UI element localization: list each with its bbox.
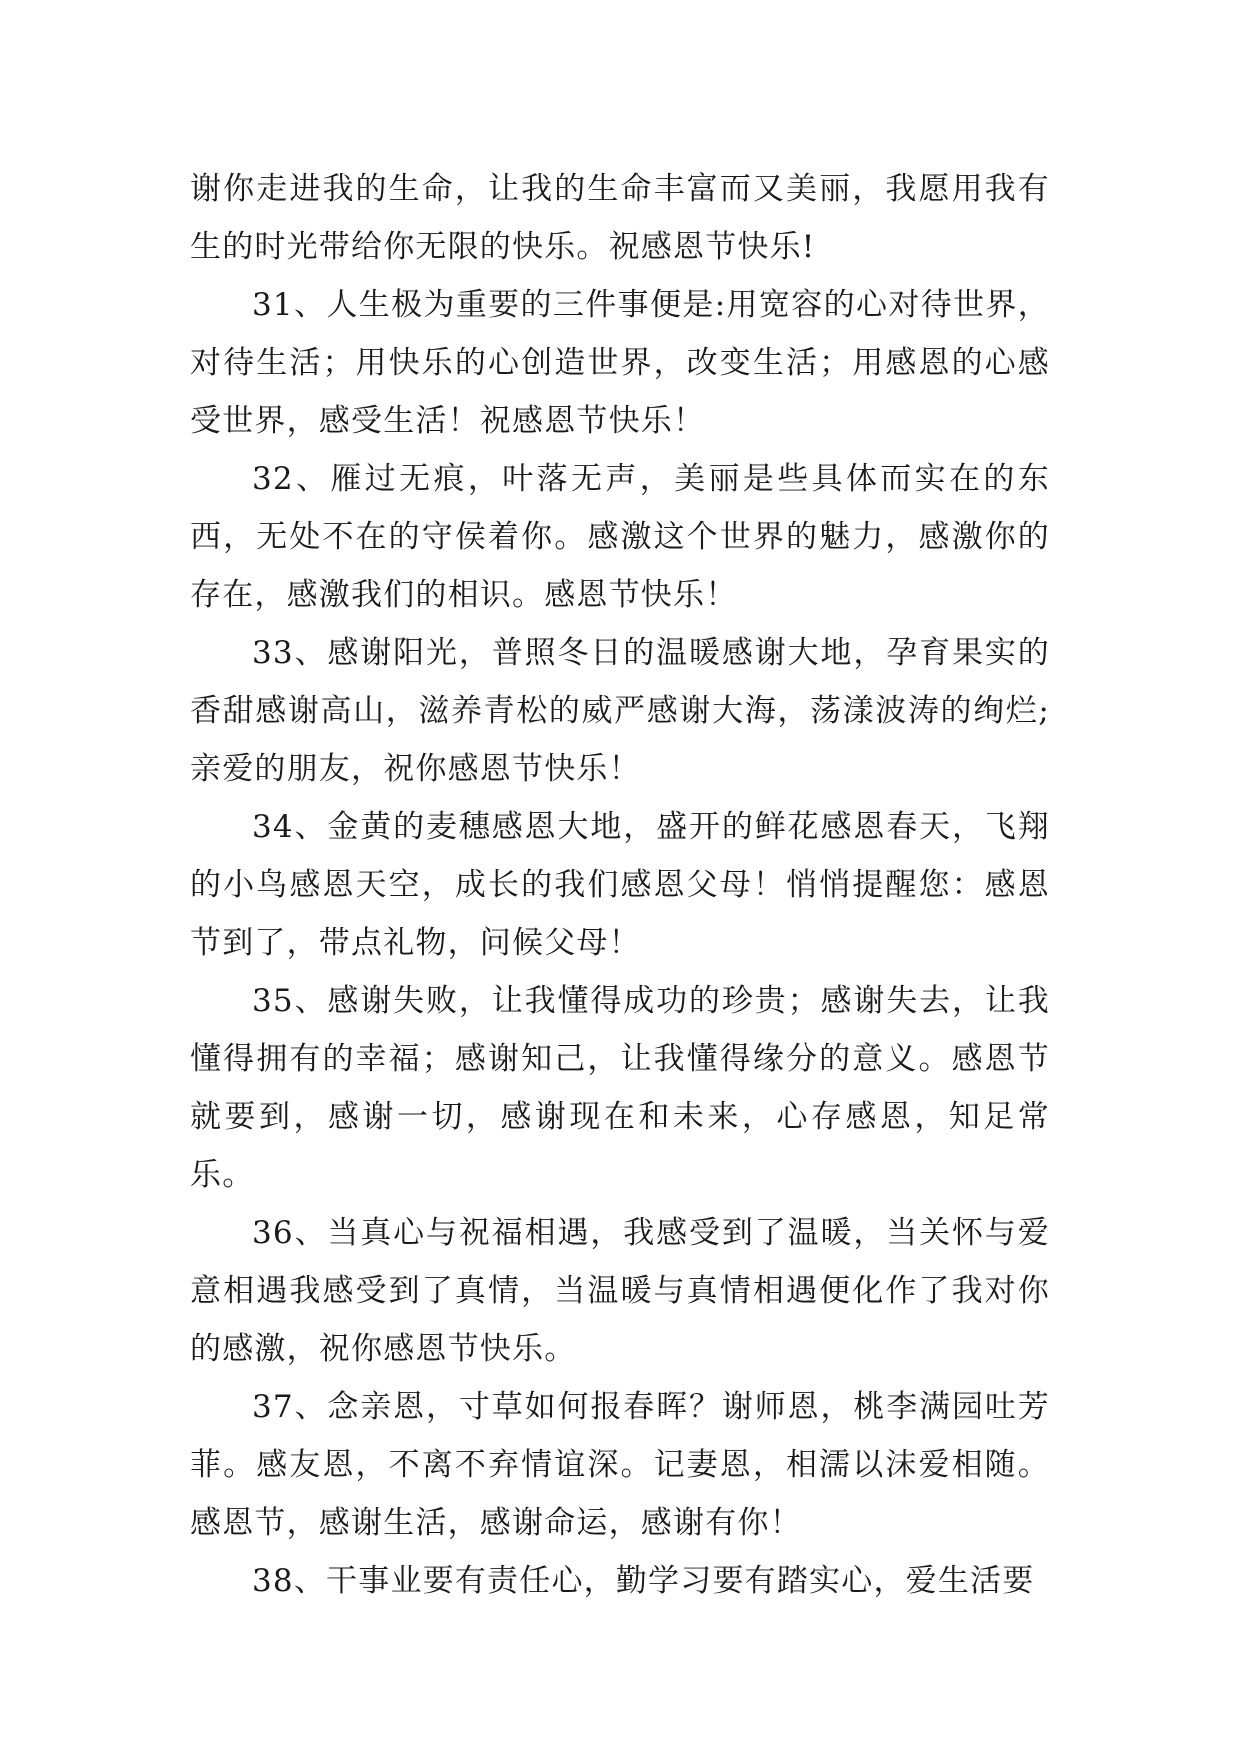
document-body xyxy=(190,160,1050,1610)
paragraph-33: 33、感谢阳光，普照冬日的温暖感谢大地，孕育果实的香甜感谢高山，滋养青松的威严感谢大海，荡漾波涛的绚烂;亲爱的朋友，祝你感恩节快乐！ xyxy=(190,635,1050,787)
paragraph-37: 37、念亲恩，寸草如何报春晖？谢师恩，桃李满园吐芳菲。感友恩，不离不弃情谊深。记妻恩，相濡以沫爱相随。感恩节，感谢生活，感谢命运，感谢有你！ xyxy=(190,1389,1050,1541)
paragraph-35: 35、感谢失败，让我懂得成功的珍贵；感谢失去，让我懂得拥有的幸福；感谢知己，让我懂得缘分的意义。感恩节就要到，感谢一切，感谢现在和未来，心存感恩，知足常乐。 xyxy=(190,983,1050,1193)
paragraph-32: 32、雁过无痕，叶落无声，美丽是些具体而实在的东西，无处不在的守侯着你。感激这个世界的魅力，感激你的存在，感激我们的相识。感恩节快乐！ xyxy=(190,461,1050,613)
paragraph-34: 34、金黄的麦穗感恩大地，盛开的鲜花感恩春天，飞翔的小鸟感恩天空，成长的我们感恩父母！悄悄提醒您：感恩节到了，带点礼物，问候父母！ xyxy=(190,809,1050,961)
paragraph-36: 36、当真心与祝福相遇，我感受到了温暖，当关怀与爱意相遇我感受到了真情，当温暖与真情相遇便化作了我对你的感激，祝你感恩节快乐。 xyxy=(190,1215,1050,1367)
paragraph-30-continuation: 谢你走进我的生命，让我的生命丰富而又美丽，我愿用我有生的时光带给你无限的快乐。祝感恩节快乐! xyxy=(190,171,1050,265)
paragraph-38-start: 38、干事业要有责任心，勤学习要有踏实心，爱生活要 xyxy=(252,1563,1035,1599)
paragraph-31: 31、人生极为重要的三件事便是:用宽容的心对待世界，对待生活；用快乐的心创造世界，改变生活；用感恩的心感受世界，感受生活！祝感恩节快乐！ xyxy=(190,287,1050,439)
